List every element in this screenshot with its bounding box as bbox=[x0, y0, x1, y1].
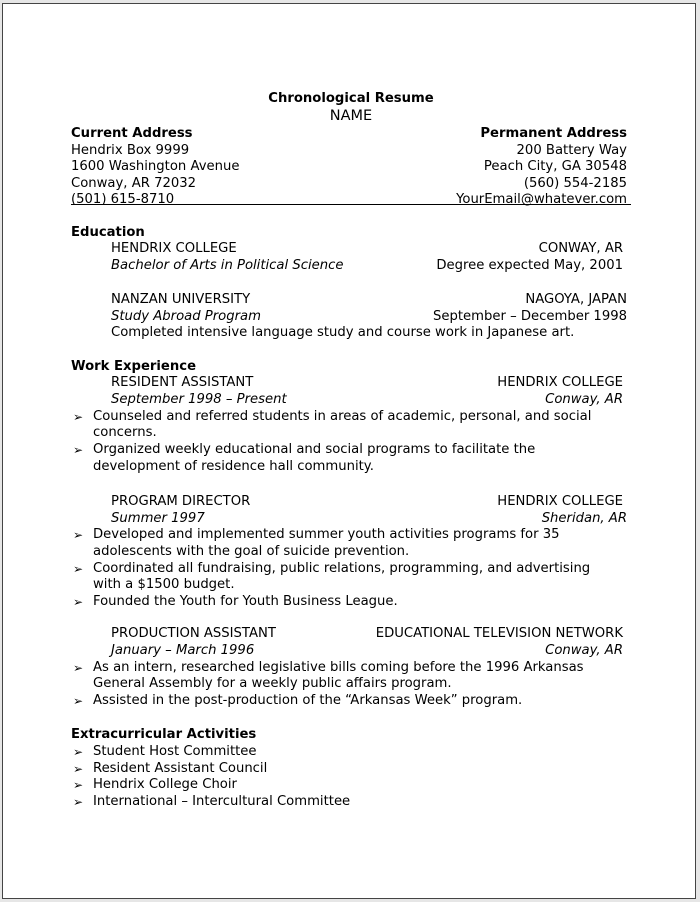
job-bullet-text: Assisted in the post-production of the “Arkansas Week” program. bbox=[93, 693, 523, 708]
permanent-address-line: 200 Battery Way bbox=[516, 143, 627, 158]
work-experience-heading: Work Experience bbox=[71, 359, 197, 374]
bullet-arrow-icon: ➢ bbox=[73, 443, 84, 457]
bullet-arrow-icon: ➢ bbox=[73, 745, 84, 759]
job-location: Sheridan, AR bbox=[541, 511, 627, 526]
permanent-address-line: Peach City, GA 30548 bbox=[483, 159, 627, 174]
school-location: CONWAY, AR bbox=[538, 241, 623, 256]
job-organization: HENDRIX COLLEGE bbox=[497, 375, 623, 390]
job-dates: January – March 1996 bbox=[111, 643, 255, 658]
job-bullet-text: development of residence hall community. bbox=[93, 459, 374, 474]
job-organization: HENDRIX COLLEGE bbox=[497, 494, 623, 509]
bullet-arrow-icon: ➢ bbox=[73, 762, 84, 776]
school-name: HENDRIX COLLEGE bbox=[111, 241, 237, 256]
document-title: Chronological Resume bbox=[268, 91, 434, 106]
bullet-arrow-icon: ➢ bbox=[73, 410, 84, 424]
permanent-phone: (560) 554-2185 bbox=[523, 176, 627, 191]
job-bullet-text: adolescents with the goal of suicide prevention. bbox=[93, 544, 410, 559]
bullet-arrow-icon: ➢ bbox=[73, 528, 84, 542]
activity-item: International – Intercultural Committee bbox=[93, 794, 351, 809]
school-location: NAGOYA, JAPAN bbox=[525, 292, 627, 307]
degree-date: Degree expected May, 2001 bbox=[436, 258, 623, 273]
job-bullet-text: Organized weekly educational and social programs to facilitate the bbox=[93, 442, 536, 457]
bullet-arrow-icon: ➢ bbox=[73, 778, 84, 792]
degree-program: Study Abroad Program bbox=[111, 309, 261, 324]
job-title: PRODUCTION ASSISTANT bbox=[111, 626, 276, 641]
job-bullet-text: concerns. bbox=[93, 425, 157, 440]
degree-date: September – December 1998 bbox=[432, 309, 627, 324]
job-title: PROGRAM DIRECTOR bbox=[111, 494, 251, 509]
current-address-heading: Current Address bbox=[71, 126, 193, 141]
bullet-arrow-icon: ➢ bbox=[73, 661, 84, 675]
job-bullet-text: Coordinated all fundraising, public relations, programming, and advertising bbox=[93, 561, 591, 576]
degree-program: Bachelor of Arts in Political Science bbox=[111, 258, 344, 273]
activity-item: Hendrix College Choir bbox=[93, 777, 237, 792]
header-divider bbox=[71, 204, 631, 205]
bullet-arrow-icon: ➢ bbox=[73, 562, 84, 576]
activity-item: Student Host Committee bbox=[93, 744, 257, 759]
job-title: RESIDENT ASSISTANT bbox=[111, 375, 254, 390]
current-address-line: 1600 Washington Avenue bbox=[71, 159, 240, 174]
job-dates: Summer 1997 bbox=[111, 511, 205, 526]
job-dates: September 1998 – Present bbox=[111, 392, 287, 407]
activity-item: Resident Assistant Council bbox=[93, 761, 268, 776]
job-organization: EDUCATIONAL TELEVISION NETWORK bbox=[375, 626, 623, 641]
job-bullet-text: Counseled and referred students in areas of academic, personal, and social bbox=[93, 409, 592, 424]
education-note: Completed intensive language study and course work in Japanese art. bbox=[111, 325, 575, 340]
email-address: YourEmail@whatever.com bbox=[456, 192, 627, 207]
permanent-address-heading: Permanent Address bbox=[480, 126, 627, 141]
bullet-arrow-icon: ➢ bbox=[73, 694, 84, 708]
job-bullet-text: General Assembly for a weekly public affairs program. bbox=[93, 676, 452, 691]
job-bullet-text: Founded the Youth for Youth Business League. bbox=[93, 594, 398, 609]
job-bullet-text: with a $1500 budget. bbox=[93, 577, 235, 592]
job-bullet-text: Developed and implemented summer youth activities programs for 35 bbox=[93, 527, 560, 542]
current-address-line: Conway, AR 72032 bbox=[71, 176, 197, 191]
education-heading: Education bbox=[71, 225, 145, 240]
bullet-arrow-icon: ➢ bbox=[73, 795, 84, 809]
current-phone: (501) 615-8710 bbox=[71, 192, 175, 207]
job-bullet-text: As an intern, researched legislative bills coming before the 1996 Arkansas bbox=[93, 660, 584, 675]
activities-heading: Extracurricular Activities bbox=[71, 727, 257, 742]
applicant-name: NAME bbox=[329, 108, 373, 124]
resume-page bbox=[2, 3, 696, 899]
job-location: Conway, AR bbox=[545, 392, 623, 407]
current-address-line: Hendrix Box 9999 bbox=[71, 143, 190, 158]
school-name: NANZAN UNIVERSITY bbox=[111, 292, 251, 307]
bullet-arrow-icon: ➢ bbox=[73, 595, 84, 609]
job-location: Conway, AR bbox=[545, 643, 623, 658]
